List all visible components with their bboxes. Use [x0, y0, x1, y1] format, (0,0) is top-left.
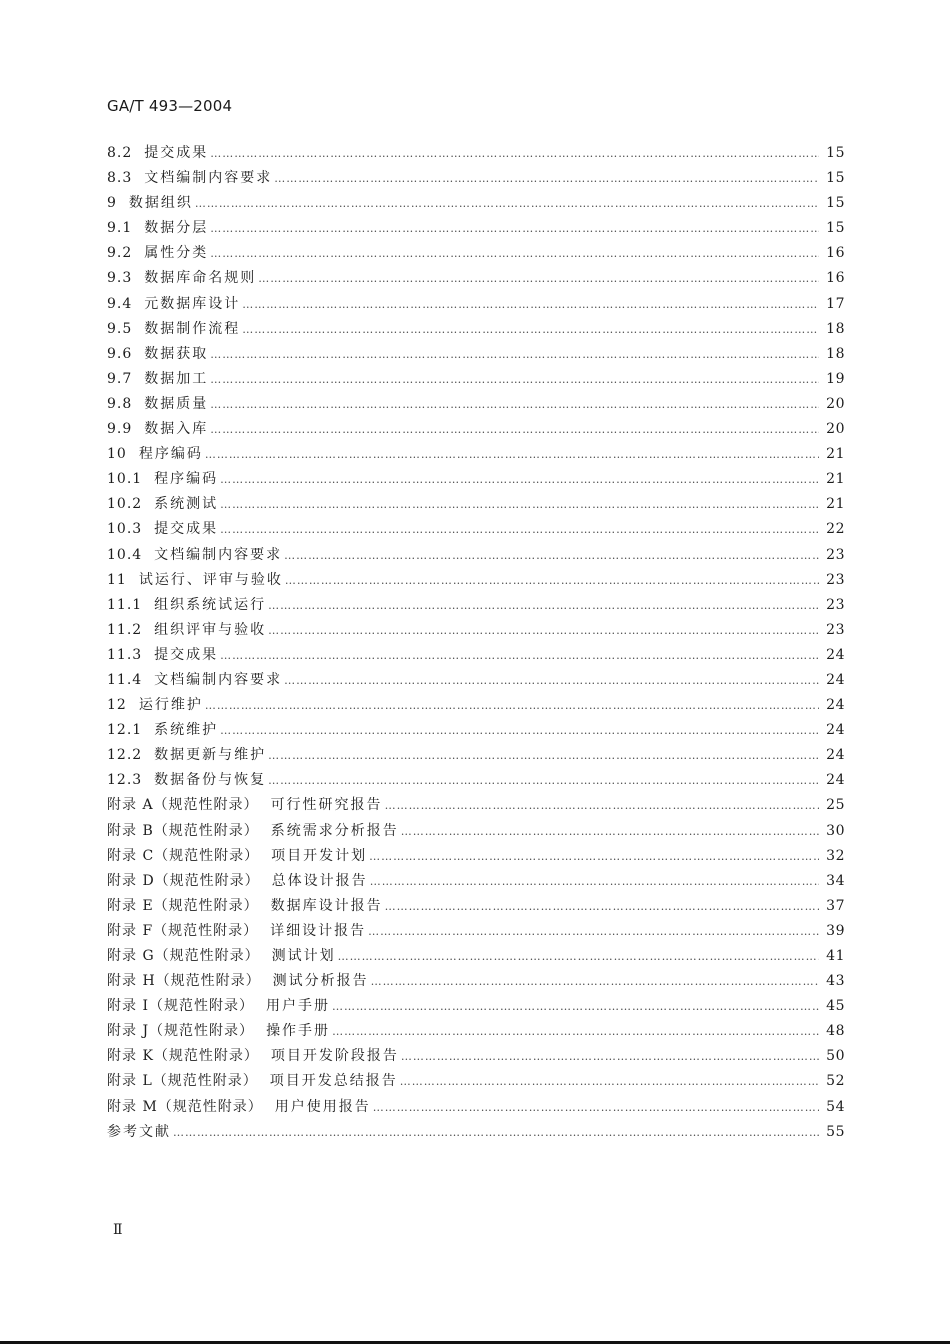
toc-dot-leader — [220, 492, 819, 517]
toc-entry-title: 参考文献 — [107, 1123, 171, 1140]
toc-entry-number: 附录 K（规范性附录） — [107, 1048, 259, 1065]
toc-entry-title: 数据备份与恢复 — [154, 772, 267, 789]
document-code-header: GA/T 493—2004 — [107, 97, 233, 115]
toc-dot-leader — [385, 793, 819, 818]
toc-entry-title: 元数据库设计 — [144, 295, 241, 312]
toc-entry-title: 用户使用报告 — [274, 1098, 371, 1115]
toc-entry[interactable] — [107, 668, 845, 693]
toc-entry-page: 18 — [826, 320, 845, 337]
toc-dot-leader — [338, 944, 819, 969]
toc-entry-page: 17 — [826, 295, 845, 312]
toc-dot-leader — [284, 543, 819, 568]
toc-entry[interactable] — [107, 819, 845, 844]
toc-dot-leader — [210, 367, 819, 392]
toc-dot-leader — [220, 467, 819, 492]
toc-entry[interactable] — [107, 191, 845, 216]
toc-dot-leader — [268, 768, 819, 793]
toc-entry-number: 附录 E（规范性附录） — [107, 897, 259, 914]
toc-dot-leader — [373, 1095, 819, 1120]
toc-entry-title: 项目开发总结报告 — [269, 1073, 398, 1090]
toc-entry-page: 21 — [826, 446, 845, 463]
toc-entry-title: 试运行、评审与验收 — [138, 571, 283, 588]
toc-entry-title: 数据入库 — [144, 421, 209, 438]
toc-dot-leader — [400, 1069, 819, 1094]
toc-entry-title: 属性分类 — [144, 245, 209, 262]
toc-entry-title: 操作手册 — [266, 1023, 331, 1040]
toc-entry-number: 附录 D（规范性附录） — [107, 872, 260, 889]
toc-entry-page: 24 — [826, 722, 845, 739]
toc-entry[interactable] — [107, 768, 845, 793]
toc-dot-leader — [220, 517, 819, 542]
toc-entry-number: 附录 H（规范性附录） — [107, 973, 261, 990]
toc-entry-title: 文档编制内容要求 — [154, 546, 283, 563]
toc-entry[interactable] — [107, 342, 845, 367]
toc-entry-title: 程序编码 — [138, 446, 203, 463]
toc-dot-leader — [220, 643, 819, 668]
toc-entry-title: 用户手册 — [265, 998, 330, 1015]
toc-entry-title: 详细设计报告 — [270, 922, 367, 939]
table-of-contents — [107, 141, 845, 1145]
toc-entry-number: 11 — [107, 571, 127, 588]
toc-entry-page: 41 — [826, 948, 845, 964]
toc-entry-page: 15 — [826, 170, 845, 187]
page-number-footer: Ⅱ — [113, 1222, 123, 1238]
toc-entry[interactable] — [107, 743, 845, 768]
toc-dot-leader — [205, 442, 819, 467]
toc-dot-leader — [332, 1019, 819, 1044]
toc-entry-number: 9.4 — [107, 295, 133, 312]
toc-entry[interactable] — [107, 593, 845, 618]
toc-entry[interactable] — [107, 442, 845, 467]
toc-entry-number: 附录 L（规范性附录） — [107, 1073, 258, 1090]
toc-entry-page: 48 — [826, 1023, 845, 1040]
toc-entry-number: 12.3 — [107, 772, 143, 789]
toc-entry-page: 21 — [826, 471, 845, 488]
toc-entry[interactable] — [107, 693, 845, 718]
toc-entry-page: 24 — [826, 646, 845, 663]
toc-entry-title: 总体设计报告 — [271, 872, 368, 889]
toc-entry-page: 43 — [826, 973, 845, 990]
toc-dot-leader — [385, 894, 819, 919]
toc-entry-number: 11.1 — [107, 596, 143, 613]
toc-dot-leader — [371, 969, 819, 994]
toc-entry[interactable] — [107, 894, 845, 919]
toc-entry[interactable] — [107, 1044, 845, 1069]
toc-entry[interactable] — [107, 517, 845, 542]
toc-entry[interactable] — [107, 718, 845, 743]
toc-dot-leader — [268, 743, 819, 768]
toc-dot-leader — [285, 568, 819, 593]
toc-dot-leader — [210, 241, 819, 266]
toc-entry-title: 项目开发阶段报告 — [270, 1048, 399, 1065]
toc-entry-title: 测试计划 — [271, 948, 336, 964]
toc-entry-page: 15 — [826, 220, 845, 237]
toc-entry[interactable] — [107, 266, 845, 291]
toc-entry-title: 运行维护 — [138, 697, 203, 714]
toc-entry-page: 24 — [826, 747, 845, 764]
toc-entry-number: 9.3 — [107, 270, 133, 287]
toc-entry-page: 34 — [826, 872, 845, 889]
toc-entry[interactable] — [107, 1019, 845, 1044]
toc-entry-page: 16 — [826, 245, 845, 262]
toc-entry-number: 附录 A（规范性附录） — [107, 797, 259, 814]
toc-entry[interactable] — [107, 141, 845, 166]
toc-entry-number: 附录 I（规范性附录） — [107, 998, 254, 1015]
toc-entry-page: 18 — [826, 345, 845, 362]
toc-entry-title: 数据制作流程 — [144, 320, 241, 337]
toc-entry[interactable] — [107, 467, 845, 492]
toc-entry-number: 10.1 — [107, 471, 143, 488]
toc-entry-page: 32 — [826, 847, 845, 864]
toc-entry[interactable] — [107, 492, 845, 517]
toc-entry-title: 数据获取 — [144, 345, 209, 362]
toc-entry-page: 24 — [826, 671, 845, 688]
toc-dot-leader — [401, 819, 819, 844]
toc-entry-number: 附录 C（规范性附录） — [107, 847, 260, 864]
toc-entry[interactable] — [107, 793, 845, 818]
toc-dot-leader — [220, 718, 819, 743]
toc-entry[interactable] — [107, 844, 845, 869]
toc-dot-leader — [210, 342, 819, 367]
toc-entry-number: 附录 F（规范性附录） — [107, 922, 259, 939]
toc-entry-title: 系统维护 — [154, 722, 219, 739]
toc-entry[interactable] — [107, 994, 845, 1019]
toc-dot-leader — [258, 266, 819, 291]
toc-entry-title: 文档编制内容要求 — [154, 671, 283, 688]
toc-entry[interactable] — [107, 241, 845, 266]
toc-entry-title: 数据更新与维护 — [154, 747, 267, 764]
toc-entry-page: 22 — [826, 521, 845, 538]
toc-dot-leader — [268, 593, 819, 618]
toc-entry-number: 9.8 — [107, 395, 133, 412]
toc-entry[interactable] — [107, 543, 845, 568]
toc-entry[interactable] — [107, 944, 845, 969]
toc-entry-title: 组织系统试运行 — [154, 596, 267, 613]
toc-entry-title: 可行性研究报告 — [270, 797, 383, 814]
toc-entry-number: 9 — [107, 195, 117, 212]
toc-entry-title: 项目开发计划 — [271, 847, 368, 864]
toc-dot-leader — [274, 166, 819, 191]
toc-entry-number: 附录 G（规范性附录） — [107, 948, 260, 964]
toc-entry-number: 10.4 — [107, 546, 143, 563]
toc-entry-title: 数据分层 — [144, 220, 209, 237]
toc-entry-title: 数据加工 — [144, 370, 209, 387]
toc-entry-number: 12.2 — [107, 747, 143, 764]
toc-dot-leader — [332, 994, 819, 1019]
toc-entry-page: 54 — [826, 1098, 845, 1115]
toc-entry-number: 8.2 — [107, 145, 133, 161]
toc-entry-number: 12 — [107, 697, 127, 714]
toc-entry-page: 23 — [826, 571, 845, 588]
toc-entry-page: 24 — [826, 772, 845, 789]
toc-entry-page: 23 — [826, 621, 845, 638]
toc-entry-title: 提交成果 — [154, 646, 219, 663]
toc-entry-title: 文档编制内容要求 — [144, 170, 273, 187]
toc-dot-leader — [369, 844, 819, 869]
toc-entry[interactable] — [107, 643, 845, 668]
toc-entry-number: 附录 M（规范性附录） — [107, 1098, 263, 1115]
toc-entry-number: 10.3 — [107, 521, 143, 538]
toc-entry-page: 23 — [826, 546, 845, 563]
toc-entry[interactable] — [107, 166, 845, 191]
toc-dot-leader — [370, 869, 819, 894]
toc-entry-page: 25 — [826, 797, 845, 814]
toc-dot-leader — [195, 191, 819, 216]
toc-entry-title: 系统需求分析报告 — [270, 822, 399, 839]
toc-entry[interactable] — [107, 216, 845, 241]
toc-entry[interactable] — [107, 869, 845, 894]
toc-entry-number: 9.5 — [107, 320, 133, 337]
toc-entry-title: 提交成果 — [144, 145, 209, 161]
toc-entry-page: 24 — [826, 697, 845, 714]
toc-entry[interactable] — [107, 618, 845, 643]
toc-entry-number: 11.4 — [107, 671, 143, 688]
toc-entry-page: 16 — [826, 270, 845, 287]
toc-entry-number: 9.9 — [107, 421, 133, 438]
toc-entry-page: 39 — [826, 922, 845, 939]
toc-entry-page: 20 — [826, 395, 845, 412]
toc-entry-page: 23 — [826, 596, 845, 613]
toc-entry[interactable] — [107, 317, 845, 342]
toc-entry[interactable] — [107, 292, 845, 317]
toc-dot-leader — [242, 292, 819, 317]
toc-entry[interactable] — [107, 367, 845, 392]
toc-entry-page: 19 — [826, 370, 845, 387]
toc-entry-page: 45 — [826, 998, 845, 1015]
toc-entry-title: 组织评审与验收 — [154, 621, 267, 638]
toc-dot-leader — [210, 392, 819, 417]
toc-entry-title: 程序编码 — [154, 471, 219, 488]
toc-dot-leader — [242, 317, 819, 342]
toc-entry-number: 9.1 — [107, 220, 133, 237]
toc-entry-title: 系统测试 — [154, 496, 219, 513]
toc-dot-leader — [284, 668, 819, 693]
toc-dot-leader — [268, 618, 819, 643]
toc-entry-page: 30 — [826, 822, 845, 839]
toc-entry-page: 55 — [826, 1123, 845, 1140]
toc-entry-number: 9.6 — [107, 345, 133, 362]
toc-entry-number: 12.1 — [107, 722, 143, 739]
toc-entry[interactable] — [107, 1095, 845, 1120]
toc-entry-page: 50 — [826, 1048, 845, 1065]
toc-entry-number: 附录 B（规范性附录） — [107, 822, 259, 839]
toc-entry-page: 21 — [826, 496, 845, 513]
toc-entry-page: 37 — [826, 897, 845, 914]
toc-entry-title: 数据库命名规则 — [144, 270, 257, 287]
toc-entry-number: 附录 J（规范性附录） — [107, 1023, 255, 1040]
toc-entry-page: 52 — [826, 1073, 845, 1090]
toc-dot-leader — [205, 693, 819, 718]
toc-dot-leader — [401, 1044, 819, 1069]
toc-entry-title: 测试分析报告 — [272, 973, 369, 990]
toc-entry[interactable] — [107, 969, 845, 994]
toc-entry-page: 20 — [826, 421, 845, 438]
toc-dot-leader — [210, 141, 819, 166]
toc-entry-page: 15 — [826, 145, 845, 161]
toc-entry[interactable] — [107, 1120, 845, 1145]
toc-dot-leader — [173, 1120, 819, 1145]
toc-entry-number: 9.2 — [107, 245, 133, 262]
toc-entry-title: 数据质量 — [144, 395, 209, 412]
toc-entry[interactable] — [107, 568, 845, 593]
toc-entry-page: 15 — [826, 195, 845, 212]
toc-entry-title: 提交成果 — [154, 521, 219, 538]
toc-entry-title: 数据组织 — [128, 195, 193, 212]
toc-entry-number: 10.2 — [107, 496, 143, 513]
toc-entry-number: 11.3 — [107, 646, 143, 663]
toc-dot-leader — [210, 417, 819, 442]
toc-dot-leader — [210, 216, 819, 241]
toc-entry-number: 9.7 — [107, 370, 133, 387]
toc-entry[interactable] — [107, 392, 845, 417]
toc-entry-title: 数据库设计报告 — [270, 897, 383, 914]
toc-entry[interactable] — [107, 417, 845, 442]
toc-entry-number: 10 — [107, 446, 127, 463]
toc-entry-number: 11.2 — [107, 621, 143, 638]
toc-entry[interactable] — [107, 1069, 845, 1094]
toc-entry[interactable] — [107, 919, 845, 944]
toc-dot-leader — [368, 919, 819, 944]
toc-entry-number: 8.3 — [107, 170, 133, 187]
